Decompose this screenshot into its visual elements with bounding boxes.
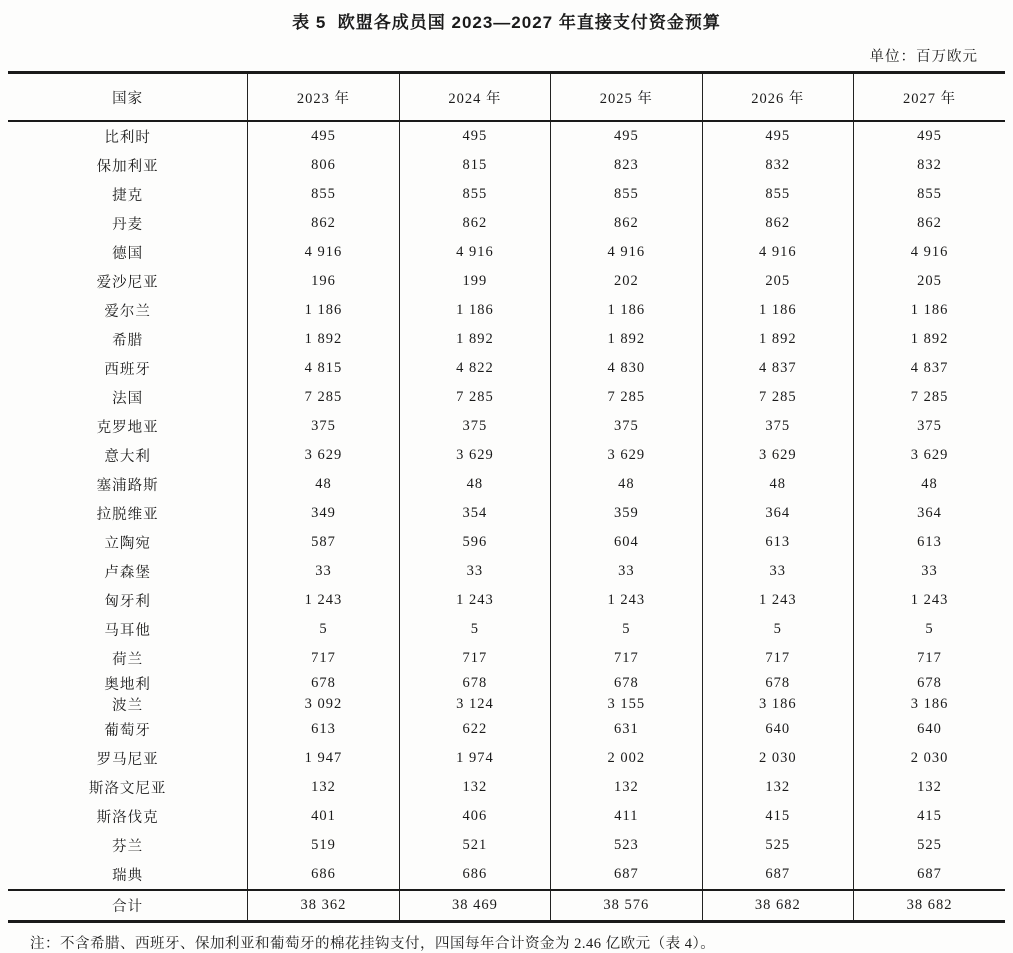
- country-cell: 芬兰: [112, 839, 144, 855]
- value-cell: 613: [702, 528, 853, 557]
- value-cell: 686: [248, 860, 399, 890]
- value-cell: 1 186: [702, 296, 853, 325]
- value-cell: 132: [551, 773, 702, 802]
- table-row: [8, 180, 1005, 209]
- total-value-cell: 38 682: [854, 890, 1005, 922]
- table-row: [8, 441, 1005, 470]
- value-cell: 525: [854, 831, 1005, 860]
- value-cell: 717: [702, 644, 853, 673]
- value-cell: 523: [551, 831, 702, 860]
- table-header-row: [8, 73, 1005, 122]
- value-cell: 495: [854, 121, 1005, 151]
- value-cell: 7 285: [854, 383, 1005, 412]
- value-cell: 33: [702, 557, 853, 586]
- value-cell: 717: [248, 644, 399, 673]
- value-cell: 1 243: [248, 586, 399, 615]
- country-cell: 斯洛文尼亚: [88, 781, 167, 797]
- value-cell: 2 030: [854, 744, 1005, 773]
- value-cell: 5: [854, 615, 1005, 644]
- column-header-2025: 2025 年: [551, 73, 702, 122]
- table-row: [8, 586, 1005, 615]
- country-cell: 匈牙利: [104, 594, 151, 610]
- value-cell: 525: [702, 831, 853, 860]
- value-cell: 364: [854, 499, 1005, 528]
- table-row: [8, 325, 1005, 354]
- table-row: [8, 673, 1005, 694]
- value-cell: 132: [702, 773, 853, 802]
- value-cell: 33: [551, 557, 702, 586]
- value-cell: 4 916: [854, 238, 1005, 267]
- value-cell: 48: [702, 470, 853, 499]
- value-cell: 375: [399, 412, 550, 441]
- value-cell: 687: [551, 860, 702, 890]
- value-cell: 375: [702, 412, 853, 441]
- table-row: [8, 644, 1005, 673]
- value-cell: 855: [399, 180, 550, 209]
- value-cell: 1 243: [399, 586, 550, 615]
- value-cell: 678: [399, 673, 550, 694]
- value-cell: 832: [854, 151, 1005, 180]
- country-cell: 斯洛伐克: [96, 810, 159, 826]
- value-cell: 4 837: [854, 354, 1005, 383]
- value-cell: 717: [854, 644, 1005, 673]
- value-cell: 7 285: [248, 383, 399, 412]
- value-cell: 855: [854, 180, 1005, 209]
- value-cell: 631: [551, 715, 702, 744]
- value-cell: 4 916: [551, 238, 702, 267]
- value-cell: 48: [551, 470, 702, 499]
- value-cell: 1 186: [854, 296, 1005, 325]
- value-cell: 4 830: [551, 354, 702, 383]
- value-cell: 48: [854, 470, 1005, 499]
- value-cell: 48: [399, 470, 550, 499]
- value-cell: 205: [854, 267, 1005, 296]
- value-cell: 1 186: [248, 296, 399, 325]
- value-cell: 3 186: [854, 694, 1005, 715]
- value-cell: 4 916: [248, 238, 399, 267]
- total-value-cell: 38 682: [702, 890, 853, 922]
- value-cell: 2 030: [702, 744, 853, 773]
- value-cell: 832: [702, 151, 853, 180]
- value-cell: 717: [399, 644, 550, 673]
- value-cell: 359: [551, 499, 702, 528]
- country-cell: 捷克: [112, 188, 144, 204]
- value-cell: 587: [248, 528, 399, 557]
- country-cell: 意大利: [104, 449, 151, 465]
- value-cell: 862: [248, 209, 399, 238]
- table-row: [8, 715, 1005, 744]
- value-cell: 349: [248, 499, 399, 528]
- table-row: [8, 238, 1005, 267]
- value-cell: 3 124: [399, 694, 550, 715]
- value-cell: 596: [399, 528, 550, 557]
- total-label-cell: 合计: [8, 890, 248, 922]
- country-cell: 爱沙尼亚: [96, 275, 159, 291]
- value-cell: 2 002: [551, 744, 702, 773]
- column-header-country: 国家: [8, 73, 248, 122]
- footnote: 注：不含希腊、西班牙、保加利亚和葡萄牙的棉花挂钩支付，四国每年合计资金为 2.46 亿欧元（表 4）。: [30, 936, 716, 952]
- value-cell: 806: [248, 151, 399, 180]
- value-cell: 132: [248, 773, 399, 802]
- value-cell: 411: [551, 802, 702, 831]
- value-cell: 4 837: [702, 354, 853, 383]
- country-cell: 波兰: [112, 698, 144, 714]
- value-cell: 7 285: [702, 383, 853, 412]
- country-cell: 瑞典: [112, 868, 144, 884]
- value-cell: 4 916: [399, 238, 550, 267]
- value-cell: 855: [248, 180, 399, 209]
- value-cell: 678: [551, 673, 702, 694]
- table-row: [8, 831, 1005, 860]
- country-cell: 丹麦: [112, 217, 144, 233]
- table-row: [8, 557, 1005, 586]
- value-cell: 862: [399, 209, 550, 238]
- value-cell: 687: [702, 860, 853, 890]
- total-value-cell: 38 469: [399, 890, 550, 922]
- value-cell: 862: [702, 209, 853, 238]
- value-cell: 640: [854, 715, 1005, 744]
- value-cell: 415: [702, 802, 853, 831]
- table-row: [8, 802, 1005, 831]
- column-header-2027: 2027 年: [854, 73, 1005, 122]
- value-cell: 196: [248, 267, 399, 296]
- value-cell: 495: [248, 121, 399, 151]
- value-cell: 7 285: [399, 383, 550, 412]
- value-cell: 3 155: [551, 694, 702, 715]
- value-cell: 1 892: [399, 325, 550, 354]
- table-row: [8, 296, 1005, 325]
- value-cell: 364: [702, 499, 853, 528]
- value-cell: 4 815: [248, 354, 399, 383]
- value-cell: 33: [399, 557, 550, 586]
- table-row: [8, 773, 1005, 802]
- table-row: [8, 860, 1005, 890]
- budget-table: [8, 71, 1005, 923]
- value-cell: 3 629: [702, 441, 853, 470]
- value-cell: 604: [551, 528, 702, 557]
- value-cell: 519: [248, 831, 399, 860]
- value-cell: 855: [551, 180, 702, 209]
- table-row: [8, 151, 1005, 180]
- value-cell: 401: [248, 802, 399, 831]
- value-cell: 678: [854, 673, 1005, 694]
- value-cell: 1 892: [551, 325, 702, 354]
- country-cell: 克罗地亚: [96, 420, 159, 436]
- table-row: [8, 615, 1005, 644]
- country-cell: 荷兰: [112, 652, 144, 668]
- value-cell: 717: [551, 644, 702, 673]
- table-row: [8, 744, 1005, 773]
- value-cell: 48: [248, 470, 399, 499]
- value-cell: 202: [551, 267, 702, 296]
- value-cell: 862: [854, 209, 1005, 238]
- value-cell: 132: [399, 773, 550, 802]
- value-cell: 3 629: [399, 441, 550, 470]
- value-cell: 406: [399, 802, 550, 831]
- value-cell: 3 629: [854, 441, 1005, 470]
- column-header-2026: 2026 年: [702, 73, 853, 122]
- value-cell: 4 822: [399, 354, 550, 383]
- value-cell: 33: [854, 557, 1005, 586]
- table-row: [8, 412, 1005, 441]
- table-row: [8, 694, 1005, 715]
- country-cell: 爱尔兰: [104, 304, 151, 320]
- value-cell: 1 947: [248, 744, 399, 773]
- country-cell: 卢森堡: [104, 565, 151, 581]
- value-cell: 687: [854, 860, 1005, 890]
- value-cell: 1 892: [854, 325, 1005, 354]
- table-row: [8, 470, 1005, 499]
- value-cell: 5: [551, 615, 702, 644]
- value-cell: 3 186: [702, 694, 853, 715]
- country-cell: 希腊: [112, 333, 144, 349]
- country-cell: 德国: [112, 246, 144, 262]
- column-header-2023: 2023 年: [248, 73, 399, 122]
- country-cell: 罗马尼亚: [96, 752, 159, 768]
- value-cell: 3 629: [551, 441, 702, 470]
- value-cell: 815: [399, 151, 550, 180]
- value-cell: 1 186: [551, 296, 702, 325]
- column-header-2024: 2024 年: [399, 73, 550, 122]
- country-cell: 立陶宛: [104, 536, 151, 552]
- value-cell: 5: [702, 615, 853, 644]
- table-body: [8, 121, 1005, 890]
- value-cell: 495: [702, 121, 853, 151]
- value-cell: 613: [854, 528, 1005, 557]
- country-cell: 法国: [112, 391, 144, 407]
- value-cell: 354: [399, 499, 550, 528]
- value-cell: 205: [702, 267, 853, 296]
- value-cell: 3 629: [248, 441, 399, 470]
- value-cell: 1 892: [248, 325, 399, 354]
- page-title: 表 5 欧盟各成员国 2023—2027 年直接支付资金预算: [292, 13, 721, 32]
- country-cell: 西班牙: [104, 362, 151, 378]
- value-cell: 640: [702, 715, 853, 744]
- value-cell: 495: [399, 121, 550, 151]
- unit-label: 单位：百万欧元: [869, 49, 978, 65]
- table-row: [8, 121, 1005, 151]
- value-cell: 1 243: [702, 586, 853, 615]
- country-cell: 奥地利: [104, 677, 151, 693]
- table-row: [8, 528, 1005, 557]
- value-cell: 678: [248, 673, 399, 694]
- value-cell: 1 243: [551, 586, 702, 615]
- value-cell: 375: [248, 412, 399, 441]
- value-cell: 375: [551, 412, 702, 441]
- country-cell: 马耳他: [104, 623, 151, 639]
- value-cell: 1 974: [399, 744, 550, 773]
- table-row: [8, 209, 1005, 238]
- value-cell: 495: [551, 121, 702, 151]
- country-cell: 拉脱维亚: [96, 507, 159, 523]
- value-cell: 4 916: [702, 238, 853, 267]
- value-cell: 33: [248, 557, 399, 586]
- table-row: [8, 383, 1005, 412]
- country-cell: 塞浦路斯: [96, 478, 159, 494]
- value-cell: 862: [551, 209, 702, 238]
- country-cell: 葡萄牙: [104, 723, 151, 739]
- value-cell: 855: [702, 180, 853, 209]
- value-cell: 1 243: [854, 586, 1005, 615]
- value-cell: 3 092: [248, 694, 399, 715]
- country-cell: 保加利亚: [96, 159, 159, 175]
- value-cell: 1 892: [702, 325, 853, 354]
- table-row: [8, 499, 1005, 528]
- value-cell: 622: [399, 715, 550, 744]
- total-value-cell: 38 576: [551, 890, 702, 922]
- table-row: [8, 354, 1005, 383]
- value-cell: 199: [399, 267, 550, 296]
- value-cell: 5: [248, 615, 399, 644]
- value-cell: 823: [551, 151, 702, 180]
- value-cell: 132: [854, 773, 1005, 802]
- value-cell: 375: [854, 412, 1005, 441]
- country-cell: 比利时: [104, 130, 151, 146]
- value-cell: 686: [399, 860, 550, 890]
- table-row: [8, 267, 1005, 296]
- total-value-cell: 38 362: [248, 890, 399, 922]
- value-cell: 521: [399, 831, 550, 860]
- value-cell: 7 285: [551, 383, 702, 412]
- value-cell: 1 186: [399, 296, 550, 325]
- value-cell: 678: [702, 673, 853, 694]
- total-row: [8, 890, 1005, 922]
- value-cell: 415: [854, 802, 1005, 831]
- value-cell: 613: [248, 715, 399, 744]
- value-cell: 5: [399, 615, 550, 644]
